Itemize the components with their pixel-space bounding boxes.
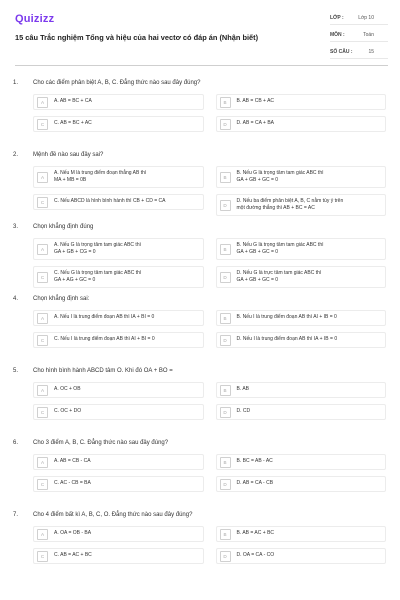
option-text: D. Nếu ba điểm phân biệt A, B, C nằm tùy ý trên một đường thẳng thì AB + BC = AC (236, 197, 344, 211)
option-text: A. Nếu I là trung điểm đoạn AB thì IA + BI = 0 (54, 314, 155, 321)
question-text: Chọn khẳng định sai: (33, 296, 90, 302)
meta-value: 15 (368, 49, 374, 55)
answer-options (33, 526, 386, 564)
answer-option-c[interactable] (33, 116, 204, 132)
option-text: B. Nếu G là trọng tâm tam giác ABC thì GA + GB + GC = 0 (236, 241, 324, 255)
option-letter-box: C (37, 272, 48, 283)
option-letter-box: B (220, 385, 231, 396)
option-letter-box: C (37, 197, 48, 208)
option-text: A. Nếu G là trọng tâm tam giác ABC thì GA + GB + CG = 0 (54, 241, 141, 255)
answer-option-b[interactable] (216, 310, 387, 326)
answer-option-b[interactable] (216, 94, 387, 110)
answer-option-a[interactable] (33, 94, 204, 110)
option-text: A. Nếu M là trung điểm đoạn thẳng AB thì MA + MB = 0B (54, 169, 147, 183)
option-text: D. Nếu I là trung điểm đoạn AB thì IA + IB = 0 (236, 336, 338, 343)
option-text: C. Nếu G là trọng tâm tam giác ABC thì GA + AG + GC = 0 (54, 269, 142, 283)
option-text: A. OA = OB - BA (54, 530, 92, 537)
page-title: 15 câu Trắc nghiệm Tổng và hiệu của hai vectơ có đáp án (Nhận biết) (15, 33, 259, 42)
answer-option-d[interactable] (216, 194, 387, 216)
answer-option-d[interactable] (216, 548, 387, 564)
option-text: C. Nếu I là trung điểm đoạn AB thì AI + BI = 0 (54, 336, 155, 343)
meta-label: SỐ CÂU : (330, 49, 353, 55)
option-text: B. Nếu I là trung điểm đoạn AB thì AI + IB = 0 (236, 314, 337, 321)
option-text: C. OC + DO (54, 408, 82, 415)
question-2 (0, 152, 400, 224)
answer-option-c[interactable] (33, 476, 204, 492)
header-divider (15, 65, 388, 66)
option-letter-box: C (37, 479, 48, 490)
option-letter-box: C (37, 407, 48, 418)
option-text: D. AB = CA - CB (236, 480, 274, 487)
option-letter-box: D (220, 272, 231, 283)
question-text: Mệnh đề nào sau đây sai? (33, 152, 104, 158)
option-letter-box: A (37, 244, 48, 255)
question-4 (0, 296, 400, 368)
answer-option-c[interactable] (33, 332, 204, 348)
option-letter-box: B (220, 529, 231, 540)
option-text: B. Nếu G là trọng tâm tam giác ABC thì GA + GB + GC = 0 (236, 169, 324, 183)
question-number: 3. (13, 224, 19, 230)
option-letter-box: D (220, 335, 231, 346)
option-letter-box: A (37, 457, 48, 468)
option-letter-box: A (37, 313, 48, 324)
answer-option-a[interactable] (33, 166, 204, 188)
question-number: 1. (13, 80, 19, 86)
option-letter-box: D (220, 200, 231, 211)
answer-option-b[interactable] (216, 166, 387, 188)
option-text: A. AB = CB - CA (54, 458, 91, 465)
question-text: Cho 4 điểm bất kì A, B, C, O. Đẳng thức nào sau đây đúng? (33, 512, 193, 518)
question-text: Cho các điểm phân biệt A, B, C. Đẳng thức nào sau đây đúng? (33, 80, 201, 86)
option-text: A. OC + OB (54, 386, 81, 393)
answer-option-d[interactable] (216, 476, 387, 492)
option-text: D. AB = CA + BA (236, 120, 275, 127)
answer-options (33, 166, 386, 216)
answer-options (33, 454, 386, 492)
meta-value: Toán (363, 32, 374, 38)
answer-option-d[interactable] (216, 332, 387, 348)
answer-option-d[interactable] (216, 266, 387, 288)
option-letter-box: B (220, 313, 231, 324)
option-letter-box: C (37, 119, 48, 130)
question-text: Chọn khẳng định đúng (33, 224, 94, 230)
meta-row-class (330, 14, 388, 25)
answer-option-c[interactable] (33, 194, 204, 210)
option-letter-box: D (220, 551, 231, 562)
answer-option-d[interactable] (216, 116, 387, 132)
question-6 (0, 440, 400, 512)
answer-option-a[interactable] (33, 526, 204, 542)
option-text: C. AB = BC + AC (54, 120, 92, 127)
question-5 (0, 368, 400, 440)
answer-options (33, 310, 386, 348)
option-letter-box: B (220, 97, 231, 108)
answer-option-b[interactable] (216, 238, 387, 260)
meta-value: Lớp 10 (358, 15, 374, 21)
option-letter-box: C (37, 335, 48, 346)
answer-option-b[interactable] (216, 526, 387, 542)
answer-option-d[interactable] (216, 404, 387, 420)
option-letter-box: D (220, 119, 231, 130)
answer-option-c[interactable] (33, 548, 204, 564)
option-text: B. AB = CB + AC (236, 98, 275, 105)
question-text: Cho hình bình hành ABCD tâm O. Khi đó OA + BO = (33, 368, 173, 374)
question-number: 6. (13, 440, 19, 446)
option-text: D. CD (236, 408, 251, 415)
answer-option-a[interactable] (33, 454, 204, 470)
option-letter-box: A (37, 385, 48, 396)
meta-row-count (330, 48, 388, 59)
answer-option-c[interactable] (33, 266, 204, 288)
answer-option-a[interactable] (33, 382, 204, 398)
question-text: Cho 3 điểm A, B, C. Đẳng thức nào sau đây đúng? (33, 440, 169, 446)
answer-option-a[interactable] (33, 238, 204, 260)
option-letter-box: B (220, 244, 231, 255)
question-3 (0, 224, 400, 296)
option-text: B. AB = AC + BC (236, 530, 275, 537)
quizizz-logo[interactable]: Quizizz (15, 13, 55, 25)
option-text: D. OA = CA - CO (236, 552, 275, 559)
option-letter-box: B (220, 172, 231, 183)
option-letter-box: A (37, 97, 48, 108)
answer-option-b[interactable] (216, 454, 387, 470)
option-text: C. AC - CB = BA (54, 480, 91, 487)
answer-options (33, 382, 386, 420)
question-7 (0, 512, 400, 584)
option-letter-box: D (220, 479, 231, 490)
answer-option-a[interactable] (33, 310, 204, 326)
question-number: 4. (13, 296, 19, 302)
question-number: 2. (13, 152, 19, 158)
answer-option-b[interactable] (216, 382, 387, 398)
meta-row-subject (330, 31, 388, 42)
question-list (0, 80, 400, 584)
option-letter-box: A (37, 529, 48, 540)
option-text: C. Nếu ABCD là hình bình hành thì CB + CD = CA (54, 198, 166, 205)
option-letter-box: A (37, 172, 48, 183)
option-letter-box: C (37, 551, 48, 562)
option-text: C. AB = AC + BC (54, 552, 92, 559)
question-number: 5. (13, 368, 19, 374)
option-text: B. AB (236, 386, 250, 393)
meta-label: LỚP : (330, 15, 344, 21)
answer-options (33, 94, 386, 132)
option-text: A. AB = BC + CA (54, 98, 92, 105)
option-text: B. BC = AB - AC (236, 458, 273, 465)
meta-info (330, 14, 388, 65)
option-letter-box: D (220, 407, 231, 418)
question-1 (0, 80, 400, 152)
meta-label: MÔN : (330, 32, 345, 38)
question-number: 7. (13, 512, 19, 518)
answer-option-c[interactable] (33, 404, 204, 420)
answer-options (33, 238, 386, 288)
option-text: D. Nếu G là trực tâm tam giác ABC thì GA + GB + GC = 0 (236, 269, 322, 283)
option-letter-box: B (220, 457, 231, 468)
